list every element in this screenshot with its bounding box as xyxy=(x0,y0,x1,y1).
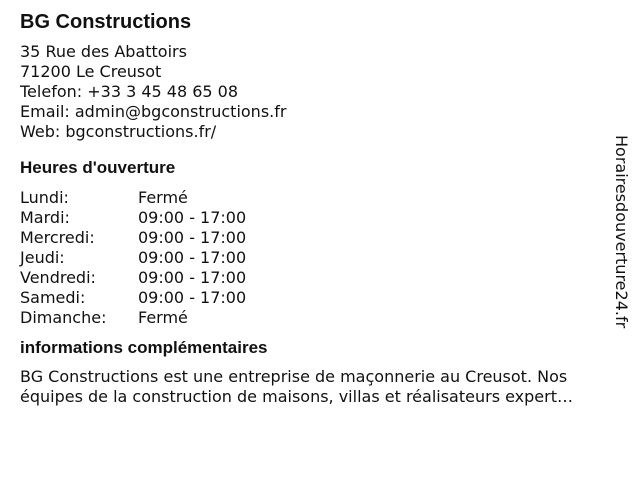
hours-row-friday xyxy=(20,268,615,288)
day-hours: Fermé xyxy=(138,308,188,327)
day-hours: 09:00 - 17:00 xyxy=(138,268,247,287)
site-brand-vertical: Horairesdouverture24.fr xyxy=(612,135,631,329)
additional-info-text: BG Constructions est une entreprise de maçonnerie au Creusot. Nos équipes de la construction de maisons, villas et réalisateurs expert… xyxy=(20,367,573,406)
day-label: Samedi: xyxy=(20,288,86,307)
day-label: Vendredi: xyxy=(20,268,96,287)
hours-row-saturday xyxy=(20,288,615,308)
business-card xyxy=(20,10,615,407)
day-hours: 09:00 - 17:00 xyxy=(138,288,247,307)
day-hours: Fermé xyxy=(138,188,188,207)
hours-row-sunday xyxy=(20,308,615,328)
day-label: Mardi: xyxy=(20,208,70,227)
day-label: Dimanche: xyxy=(20,308,107,327)
day-label: Lundi: xyxy=(20,188,69,207)
day-hours: 09:00 - 17:00 xyxy=(138,228,247,247)
opening-hours-table xyxy=(20,188,615,328)
address-line-city: 71200 Le Creusot xyxy=(20,62,162,81)
hours-row-monday xyxy=(20,188,615,208)
additional-info-heading: informations complémentaires xyxy=(20,338,268,357)
hours-row-wednesday xyxy=(20,228,615,248)
day-label: Jeudi: xyxy=(20,248,65,267)
website-line: Web: bgconstructions.fr/ xyxy=(20,122,217,141)
hours-row-tuesday xyxy=(20,208,615,228)
opening-hours-heading: Heures d'ouverture xyxy=(20,158,176,177)
phone-line: Telefon: +33 3 45 48 65 08 xyxy=(20,82,239,101)
day-label: Mercredi: xyxy=(20,228,95,247)
address-line-street: 35 Rue des Abattoirs xyxy=(20,42,187,61)
business-name: BG Constructions xyxy=(20,11,192,33)
day-hours: 09:00 - 17:00 xyxy=(138,208,247,227)
day-hours: 09:00 - 17:00 xyxy=(138,248,247,267)
hours-row-thursday xyxy=(20,248,615,268)
email-line: Email: admin@bgconstructions.fr xyxy=(20,102,287,121)
